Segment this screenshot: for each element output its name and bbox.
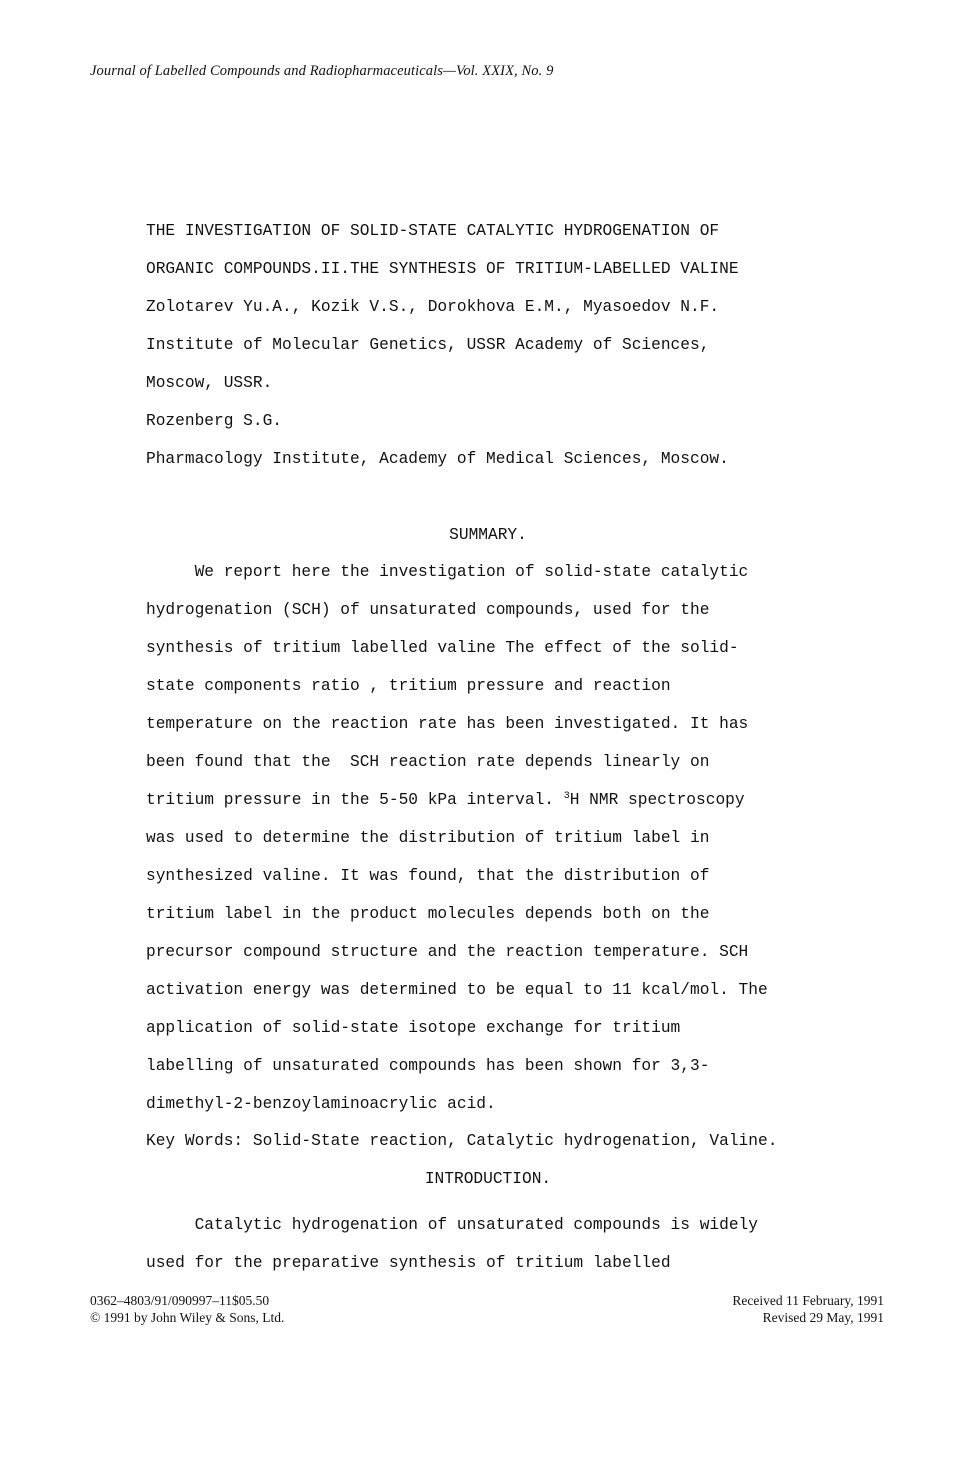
summary-line: synthesis of tritium labelled valine The effect of the solid- (146, 639, 739, 657)
article-code: 0362–4803/91/090997–11$05.50 (90, 1293, 270, 1308)
authors-group-1: Zolotarev Yu.A., Kozik V.S., Dorokhova E.M., Myasoedov N.F. (146, 298, 720, 316)
nmr-superscript: 3 (563, 791, 570, 802)
summary-line: was used to determine the distribution of tritium label in (146, 829, 710, 847)
summary-line: labelling of unsaturated compounds has been shown for 3,3- (146, 1057, 710, 1075)
summary-line: tritium label in the product molecules depends both on the (146, 905, 710, 923)
affiliation-1-line-2: Moscow, USSR. (146, 374, 273, 392)
footer-left (90, 1292, 284, 1326)
title-line-1: THE INVESTIGATION OF SOLID-STATE CATALYTIC HYDROGENATION OF (146, 222, 720, 240)
introduction-line: Catalytic hydrogenation of unsaturated compounds is widely (146, 1216, 758, 1234)
summary-line: application of solid-state isotope exchange for tritium (146, 1019, 681, 1037)
affiliation-2: Pharmacology Institute, Academy of Medical Sciences, Moscow. (146, 450, 729, 468)
summary-line: precursor compound structure and the reaction temperature. SCH (146, 943, 749, 961)
summary-line: We report here the investigation of solid-state catalytic (146, 563, 749, 581)
summary-line: state components ratio , tritium pressure and reaction (146, 677, 671, 695)
keywords: Key Words: Solid-State reaction, Catalytic hydrogenation, Valine. (146, 1132, 778, 1150)
summary-line: synthesized valine. It was found, that the distribution of (146, 867, 710, 885)
introduction-heading: INTRODUCTION. (424, 1170, 552, 1188)
summary-line: hydrogenation (SCH) of unsaturated compounds, used for the (146, 601, 710, 619)
summary-line: temperature on the reaction rate has been investigated. It has (146, 715, 749, 733)
summary-line: dimethyl-2-benzoylaminoacrylic acid. (146, 1095, 496, 1113)
journal-header: Journal of Labelled Compounds and Radiopharmaceuticals—Vol. XXIX, No. 9 (90, 63, 554, 79)
summary-line: been found that the SCH reaction rate depends linearly on (146, 753, 710, 771)
footer-right (732, 1292, 884, 1326)
authors-group-2: Rozenberg S.G. (146, 412, 282, 430)
affiliation-1-line-1: Institute of Molecular Genetics, USSR Academy of Sciences, (146, 336, 710, 354)
summary-heading: SUMMARY. (449, 526, 527, 544)
revised-date: Revised 29 May, 1991 (762, 1310, 884, 1325)
nmr-text: H NMR spectroscopy (569, 791, 745, 809)
summary-line: tritium pressure in the 5-50 kPa interval. (146, 791, 564, 809)
summary-line: activation energy was determined to be equal to 11 kcal/mol. The (146, 981, 768, 999)
summary-line-nmr (146, 789, 745, 811)
introduction-line: used for the preparative synthesis of tritium labelled (146, 1254, 671, 1272)
received-date: Received 11 February, 1991 (732, 1293, 884, 1308)
copyright-notice: © 1991 by John Wiley & Sons, Ltd. (90, 1310, 285, 1325)
title-line-2: ORGANIC COMPOUNDS.II.THE SYNTHESIS OF TRITIUM-LABELLED VALINE (146, 260, 739, 278)
